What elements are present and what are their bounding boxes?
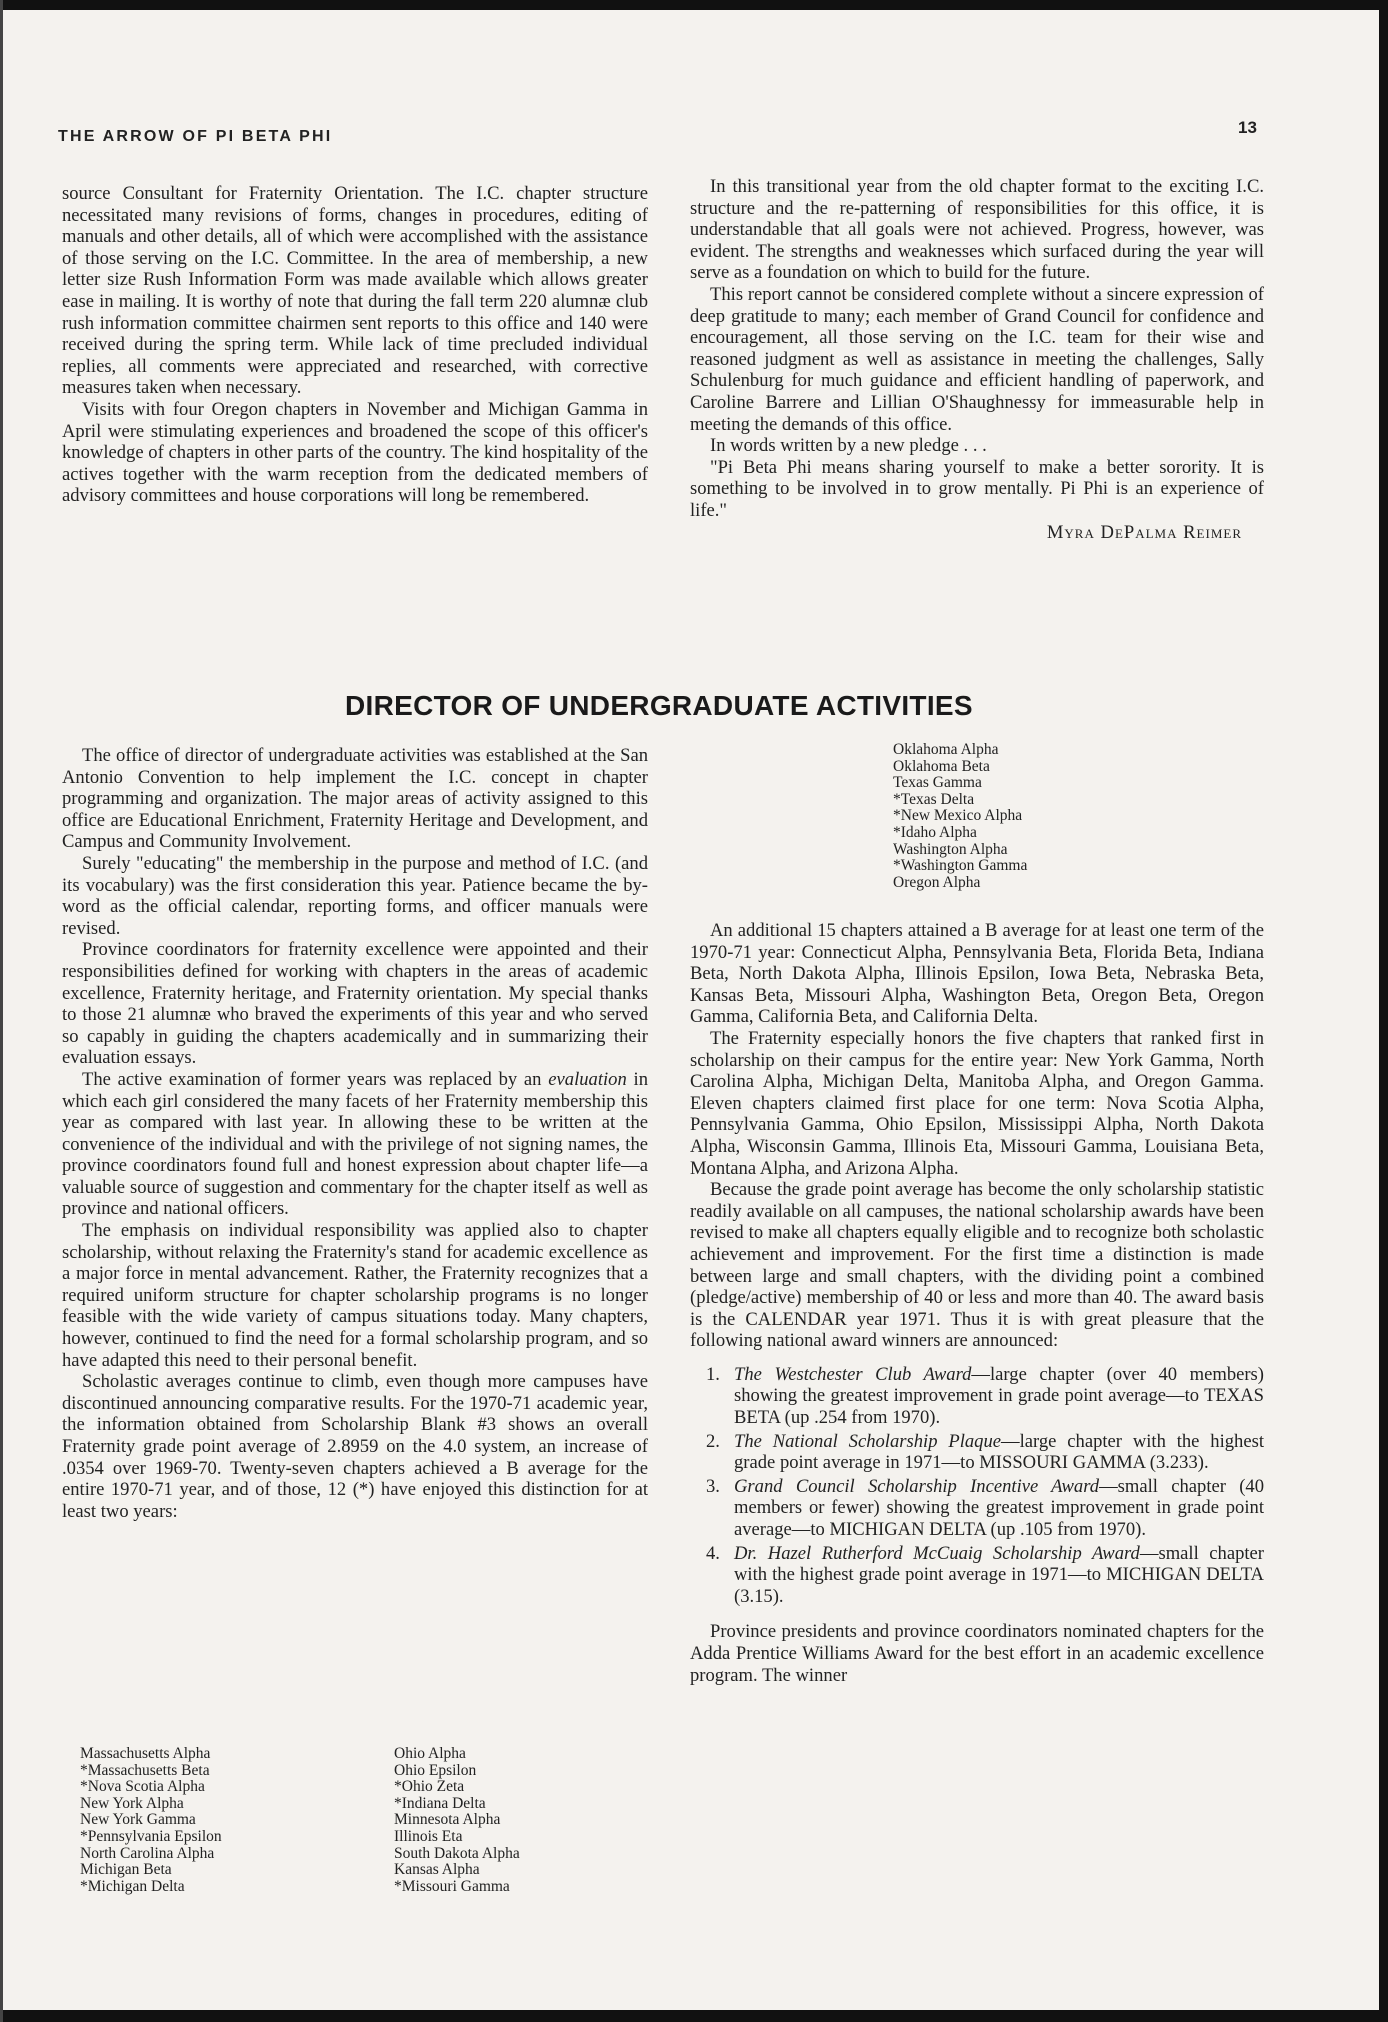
paragraph: Because the grade point average has become the only scholarship statistic readily available on all campuses, the national scholarship awards have been revised to make all chapters equally eligible and to recognize both scholastic achievement and improvement. For the first time a distinction is made between large and small chapters, with the dividing point a combined (pledge/active) membership of 40 or less and more than 40. The award basis is the CALENDAR year 1971. Thus it is with great pleasure that the following national award winners are announced: bbox=[690, 1179, 1264, 1352]
list-item: *Massachusetts Beta bbox=[80, 1761, 210, 1779]
award-text: —small chapter (40 members or fewer) showing the greatest improvement in grade point average—to MICHIGAN DELTA (up .105 from 1970). bbox=[734, 1475, 1264, 1541]
award-number: 1. bbox=[706, 1363, 720, 1385]
list-item: South Dakota Alpha bbox=[394, 1844, 520, 1862]
section-title: DIRECTOR OF UNDERGRADUATE ACTIVITIES bbox=[345, 690, 973, 721]
award-number: 2. bbox=[706, 1430, 720, 1452]
paragraph: The office of director of undergraduate activities was established at the San Antonio Convention to help implement the I.C. concept in chapter programming and organization. The major areas of activity assigned to this office are Educational Enrichment, Fraternity Heritage and Development, and Campus and Community Involvement. bbox=[62, 745, 648, 853]
list-item: Kansas Alpha bbox=[394, 1861, 480, 1879]
chapter-list-right bbox=[893, 742, 1027, 891]
paragraph: Surely "educating" the membership in the purpose and method of I.C. (and its vocabulary) was the first consideration this year. Patience became the by-word as the official calendar, reporting forms, and officer manuals were revised. bbox=[62, 852, 648, 939]
column-top-right bbox=[690, 176, 1264, 543]
list-item: *Michigan Delta bbox=[80, 1877, 185, 1895]
emphasis-text: evaluation bbox=[548, 1068, 627, 1090]
paragraph: Visits with four Oregon chapters in November and Michigan Gamma in April were stimulating experiences and broadened the scope of this officer's knowledge of chapters in other parts of the country. The kind hospitality of the actives together with the warm reception from the dedicated members of advisory committees and house corporations will long be remembered. bbox=[62, 398, 648, 507]
paragraph: The emphasis on individual responsibility was applied also to chapter scholarship, without relaxing the Fraternity's stand for academic excellence as a major force in mental advancement. Rather, the Fraternity recognizes that a required uniform structure for chapter scholarship programs is no longer feasible with the wide variety of campus situations today. Many chapters, however, continued to find the need for a formal scholarship program, and so have adapted this need to their personal benefit. bbox=[62, 1220, 648, 1371]
column-bottom-left bbox=[62, 745, 648, 1522]
list-item: *Texas Delta bbox=[893, 790, 975, 808]
list-item: Washington Alpha bbox=[893, 840, 1008, 858]
list-item: *Pennsylvania Epsilon bbox=[80, 1827, 222, 1845]
paragraph: The Fraternity especially honors the five chapters that ranked first in scholarship on their campus for the entire year: New York Gamma, North Carolina Alpha, Michigan Delta, Manitoba Alpha, and Oregon Gamma. Eleven chapters claimed first place for one term: Nova Scotia Alpha, Pennsylvania Gamma, Ohio Epsilon, Mississippi Alpha, North Dakota Alpha, Wisconsin Gamma, Illinois Eta, Missouri Gamma, Louisiana Beta, Montana Alpha, and Arizona Alpha. bbox=[690, 1027, 1264, 1179]
page-border-left bbox=[0, 0, 3, 2022]
paragraph: Scholastic averages continue to climb, even though more campuses have discontinued announcing comparative results. For the 1970-71 academic year, the information obtained from Scholarship Blank #3 shows an overall Fraternity grade point average of 2.8959 on the 4.0 system, an increase of .0354 over 1969-70. Twenty-seven chapters achieved a B average for the entire 1970-71 year, and of those, 12 (*) have enjoyed this distinction for at least two years: bbox=[62, 1371, 648, 1522]
column-top-left bbox=[62, 183, 648, 507]
page-number: 13 bbox=[1238, 118, 1257, 137]
page-border-right bbox=[1379, 0, 1388, 2022]
awards-list bbox=[690, 1364, 1264, 1608]
award-title: Grand Council Scholarship Incentive Award bbox=[734, 1475, 1100, 1497]
list-item: New York Gamma bbox=[80, 1811, 196, 1829]
quote-paragraph: "Pi Beta Phi means sharing yourself to make a better sorority. It is something to be involved in to grow mentally. Pi Phi is an experience of life." bbox=[690, 456, 1264, 521]
list-item: Oregon Alpha bbox=[893, 873, 981, 891]
paragraph: Province coordinators for fraternity excellence were appointed and their responsibilities defined for working with chapters in the areas of academic excellence, Fraternity heritage, and Fraternity orientation. My special thanks to those 21 alumnæ who braved the experiments of this year and who served so capably in guiding the chapters academically and in summarizing their evaluation essays. bbox=[62, 939, 648, 1069]
award-title: The Westchester Club Award bbox=[734, 1363, 972, 1385]
award-item bbox=[690, 1476, 1264, 1541]
text-run: in which each girl considered the many facets of her Fraternity membership this year as compared with last year. In allowing these to be written at the convenience of the individual and with the privilege of not signing names, the province coordinators found full and honest expression about chapter life—a valuable source of suggestion and commentary for the chapter itself as well as province and national officers. bbox=[62, 1068, 649, 1220]
award-title: The National Scholarship Plaque bbox=[734, 1430, 1002, 1452]
list-item: *Washington Gamma bbox=[893, 857, 1028, 875]
list-item: Michigan Beta bbox=[80, 1861, 172, 1879]
paragraph: In words written by a new pledge . . . bbox=[710, 435, 987, 457]
list-item: *Indiana Delta bbox=[394, 1794, 486, 1812]
award-item bbox=[690, 1431, 1264, 1474]
list-item: Ohio Alpha bbox=[394, 1745, 466, 1762]
list-item: Massachusetts Alpha bbox=[80, 1745, 211, 1762]
text-run: The active examination of former years was replaced by an bbox=[82, 1068, 549, 1090]
award-number: 3. bbox=[706, 1475, 720, 1497]
page-border-bottom bbox=[0, 2010, 1388, 2022]
award-item bbox=[690, 1364, 1264, 1429]
paragraph: source Consultant for Fraternity Orientation. The I.C. chapter structure necessitated many revisions of forms, changes in procedures, editing of manuals and other details, all of which were accomplished with the assistance of those serving on the I.C. Committee. In the area of membership, a new letter size Rush Information Form was made available which allows greater ease in mailing. It is worthy of note that during the fall term 220 alumnæ club rush information committee chairmen sent reports to this office and 140 were received during the spring term. While lack of time precluded individual replies, all comments were appreciated and researched, with corrective measures taken when necessary. bbox=[62, 183, 648, 399]
list-item: Minnesota Alpha bbox=[394, 1811, 501, 1829]
list-item: Texas Gamma bbox=[893, 774, 982, 792]
paragraph bbox=[62, 1069, 648, 1220]
award-text: —small chapter with the highest grade point average in 1971—to MICHIGAN DELTA (3.15). bbox=[734, 1542, 1264, 1607]
paragraph: In this transitional year from the old chapter format to the exciting I.C. structure and the re-patterning of responsibilities for this office, it is understandable that all goals were not achieved. Progress, however, was evident. The strengths and weaknesses which surfaced during the year will serve as a foundation on which to build for the future. bbox=[690, 176, 1264, 284]
list-item: *Ohio Zeta bbox=[394, 1778, 465, 1796]
paragraph: This report cannot be considered complete without a sincere expression of deep gratitude to many; each member of Grand Council for confidence and encouragement, all those serving on the I.C. team for their wise and reasoned judgment as well as assistance in meeting the challenges, Sally Schulenburg for much guidance and efficient handling of paperwork, and Caroline Barrere and Lillian O'Shaughnessy for immeasurable help in meeting the demands of this office. bbox=[690, 283, 1264, 435]
list-item: Oklahoma Beta bbox=[893, 757, 990, 775]
award-text: —large chapter with the highest grade point average in 1971—to MISSOURI GAMMA (3.233). bbox=[734, 1430, 1264, 1474]
list-item: *Missouri Gamma bbox=[394, 1877, 510, 1895]
author-signature: Myra DePalma Reimer bbox=[1046, 521, 1242, 543]
page-border-top bbox=[0, 0, 1388, 10]
paragraph: An additional 15 chapters attained a B average for at least one term of the 1970-71 year: Connecticut Alpha, Pennsylvania Beta, Florida Beta, Indiana Beta, North Dakota Alpha, Illinois Epsilon, Iowa Beta, Nebraska Beta, Kansas Beta, Missouri Alpha, Washington Beta, Oregon Beta, Oregon Gamma, California Beta, and California Delta. bbox=[690, 920, 1264, 1028]
paragraph: Province presidents and province coordinators nominated chapters for the Adda Prentice Williams Award for the best effort in an academic excellence program. The winner bbox=[690, 1621, 1264, 1686]
list-item: Illinois Eta bbox=[394, 1827, 463, 1845]
chapter-list-left-2 bbox=[394, 1746, 520, 1895]
list-item: Oklahoma Alpha bbox=[893, 741, 999, 758]
chapter-list-left-1 bbox=[80, 1746, 222, 1895]
list-item: *Idaho Alpha bbox=[893, 823, 977, 841]
award-item bbox=[690, 1543, 1264, 1608]
list-item: *Nova Scotia Alpha bbox=[80, 1778, 205, 1796]
award-number: 4. bbox=[706, 1542, 720, 1564]
award-text: —large chapter (over 40 members) showing the greatest improvement in grade point average—to TEXAS BETA (up .254 from 1970). bbox=[734, 1363, 1264, 1429]
list-item: North Carolina Alpha bbox=[80, 1844, 215, 1862]
award-title: Dr. Hazel Rutherford McCuaig Scholarship Award bbox=[734, 1542, 1140, 1564]
list-item: New York Alpha bbox=[80, 1794, 184, 1812]
running-head: THE ARROW OF PI BETA PHI bbox=[58, 128, 333, 145]
list-item: Ohio Epsilon bbox=[394, 1761, 477, 1779]
list-item: *New Mexico Alpha bbox=[893, 807, 1023, 825]
column-bottom-right bbox=[690, 920, 1264, 1686]
